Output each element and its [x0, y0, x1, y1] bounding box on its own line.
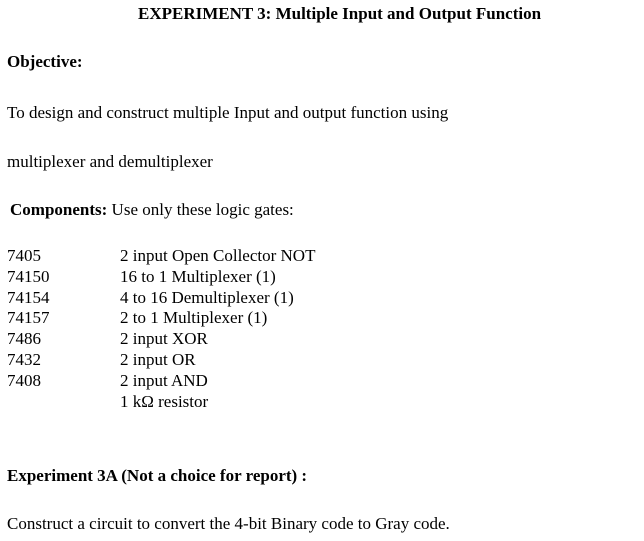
component-description: 2 input OR — [120, 349, 196, 369]
component-row — [7, 267, 315, 288]
component-row — [7, 288, 315, 309]
component-description: 2 input AND — [120, 370, 208, 390]
component-part-number: 74157 — [7, 308, 50, 328]
component-description: 4 to 16 Demultiplexer (1) — [120, 287, 294, 307]
component-row — [7, 308, 315, 329]
component-description: 16 to 1 Multiplexer (1) — [120, 266, 276, 286]
experiment-3a-text: Construct a circuit to convert the 4-bit Binary code to Gray code. — [7, 514, 450, 533]
component-row — [7, 329, 315, 350]
component-part-number: 74150 — [7, 266, 50, 286]
experiment-3a-heading: Experiment 3A (Not a choice for report) : — [7, 466, 308, 485]
component-row — [7, 371, 315, 392]
components-line — [10, 200, 294, 220]
component-description: 2 to 1 Multiplexer (1) — [120, 308, 268, 328]
components-list — [7, 246, 315, 412]
objective-heading: Objective: — [7, 52, 83, 71]
component-description: 2 input Open Collector NOT — [120, 246, 316, 265]
component-part-number: 7408 — [7, 370, 41, 390]
component-row — [7, 246, 315, 267]
objective-text-line-2: multiplexer and demultiplexer — [7, 152, 213, 171]
component-part-number — [7, 392, 120, 413]
component-row — [7, 392, 315, 413]
components-heading: Components: — [10, 200, 108, 219]
components-intro: Use only these logic gates: — [107, 200, 294, 219]
component-description: 2 input XOR — [120, 329, 208, 349]
component-part-number: 74154 — [7, 287, 50, 307]
component-part-number: 7432 — [7, 349, 41, 369]
component-description: 1 kΩ resistor — [120, 391, 209, 411]
component-part-number: 7405 — [7, 246, 41, 265]
component-row — [7, 350, 315, 371]
objective-text-line-1: To design and construct multiple Input and output function using — [7, 103, 449, 122]
component-part-number: 7486 — [7, 329, 41, 349]
page-title: EXPERIMENT 3: Multiple Input and Output Function — [138, 4, 542, 23]
